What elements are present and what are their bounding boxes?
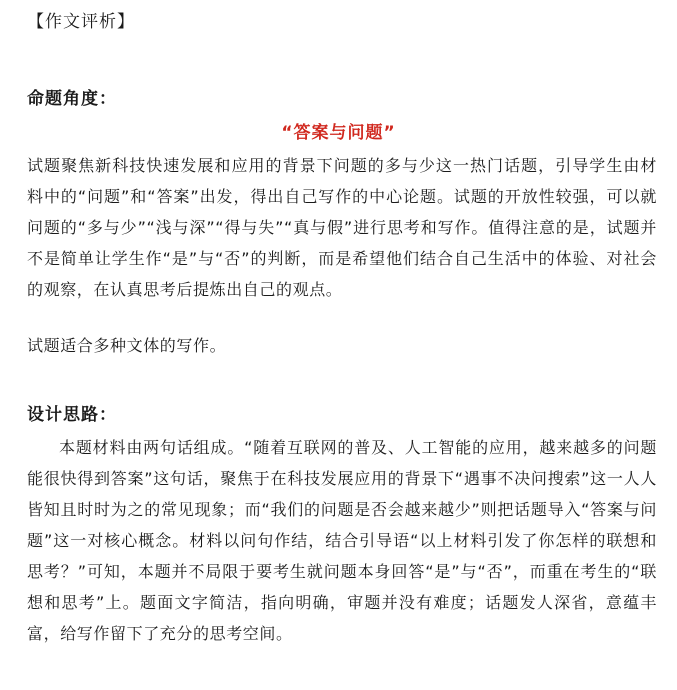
paragraph-design: 本题材料由两句话组成。“随着互联网的普及、人工智能的应用，越来越多的问题能很快得到答案”这句话，聚焦于在科技发展应用的背景下“遇事不决问搜索”这一人人皆知且时时为之的常见现象；而“我们的问题是否会越来越少”则把话题导入“答案与问题”这一对核心概念。材料以问句作结，结合引导语“以上材料引发了你怎样的联想和思考？”可知，本题并不局限于要考生就问题本身回答“是”与“否”，而重在考生的“联想和思考”上。题面文字简洁，指向明确，审题并没有难度；话题发人深省，意蕴丰富，给写作留下了充分的思考空间。	[27, 438, 657, 643]
paragraph-genre: 试题适合多种文体的写作。	[27, 336, 227, 355]
paragraph-analysis: 试题聚焦新科技快速发展和应用的背景下问题的多与少这一热门话题，引导学生由材料中的“问题”和“答案”出发，得出自己写作的中心论题。试题的开放性较强，可以就问题的“多与少”“浅与深”“得与失”“真与假”进行思考和写作。值得注意的是，试题并不是简单让学生作“是”与“否”的判断，而是希望他们结合自己生活中的体验、对社会的观察，在认真思考后提炼出自己的观点。	[27, 156, 657, 299]
heading-proposition-angle: 命题角度：	[27, 89, 117, 109]
section-label: 【作文评析】	[27, 12, 135, 32]
topic-title: “答案与问题”	[281, 123, 396, 143]
heading-design-idea: 设计思路：	[27, 405, 117, 425]
